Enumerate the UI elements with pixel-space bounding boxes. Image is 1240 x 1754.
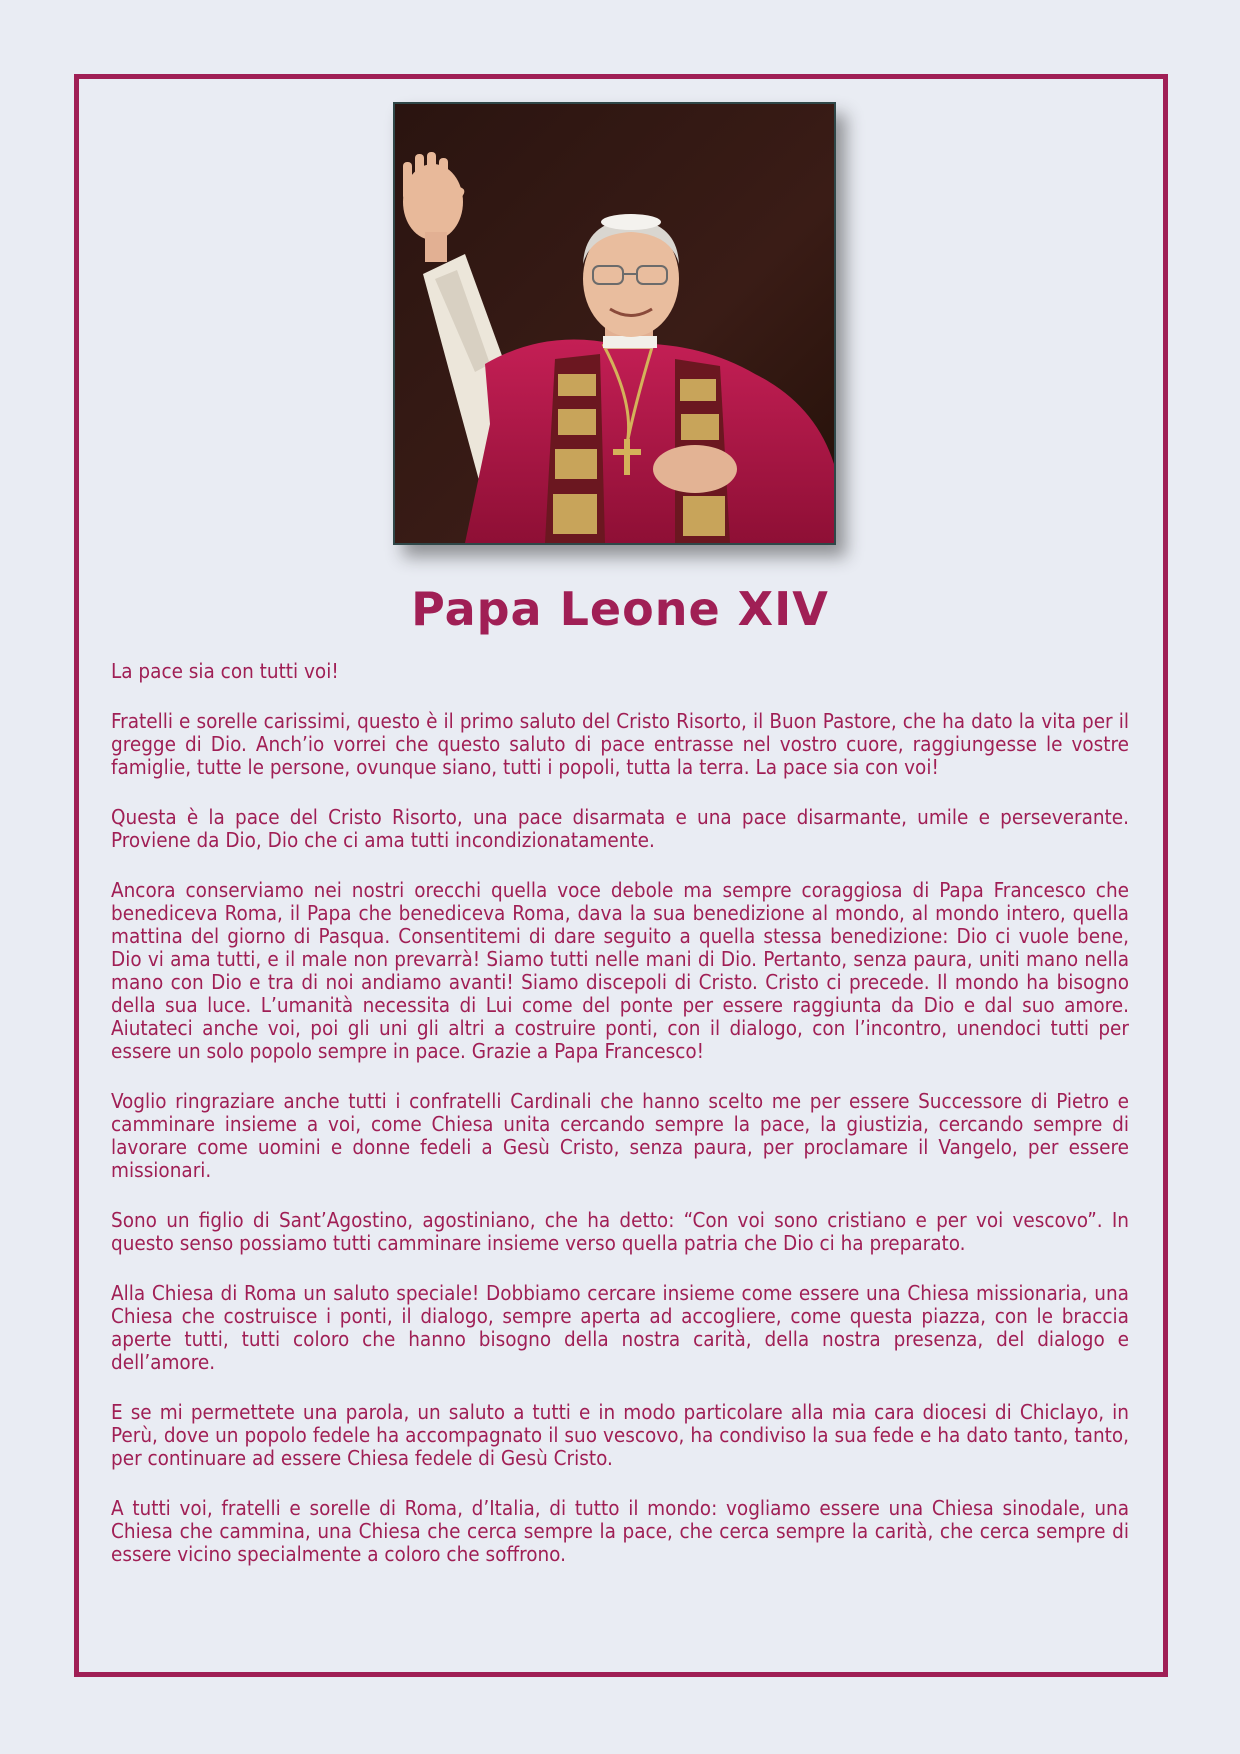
paragraph: Voglio ringraziare anche tutti i confratelli Cardinali che hanno scelto me per essere Successore di Pietro e camminare insieme a voi, come Chiesa unita cercando sempre la pace, la giustizia, cercando sempre di lavorare come uomini e donne fedeli a Gesù Cristo, senza paura, per proclamare il Vangelo, per essere missionari. [111, 1089, 1129, 1182]
speech-text [111, 660, 1129, 1593]
paragraph: Questa è la pace del Cristo Risorto, una pace disarmata e una pace disarmante, umile e perseverante. Proviene da Dio, Dio che ci ama tutti incondizionatamente. [111, 805, 1129, 852]
paragraph: Sono un figlio di Sant’Agostino, agostiniano, che ha detto: “Con voi sono cristiano e per voi vescovo”. In questo senso possiamo tutti camminare insieme verso quella patria che Dio ci ha preparato. [111, 1208, 1129, 1255]
page-title: Papa Leone XIV [411, 582, 829, 636]
paragraph: E se mi permettete una parola, un saluto a tutti e in modo particolare alla mia cara diocesi di Chiclayo, in Perù, dove un popolo fedele ha accompagnato il suo vescovo, ha condiviso la sua fede e ha dato tanto, tanto, per continuare ad essere Chiesa fedele di Gesù Cristo. [111, 1400, 1129, 1470]
paragraph: Alla Chiesa di Roma un saluto speciale! Dobbiamo cercare insieme come essere una Chiesa missionaria, una Chiesa che costruisce i ponti, il dialogo, sempre aperta ad accogliere, come questa piazza, con le braccia aperte tutti, tutti coloro che hanno bisogno della nostra carità, della nostra presenza, del dialogo e dell’amore. [111, 1281, 1129, 1374]
paragraph: La pace sia con tutti voi! [111, 659, 339, 683]
pope-portrait-photo [393, 102, 836, 545]
paragraph: Fratelli e sorelle carissimi, questo è il primo saluto del Cristo Risorto, il Buon Pastore, che ha dato la vita per il gregge di Dio. Anch’io vorrei che questo saluto di pace entrasse nel vostro cuore, raggiungesse le vostre famiglie, tutte le persone, ovunque siano, tutti i popoli, tutta la terra. La pace sia con voi! [111, 709, 1129, 779]
paragraph: A tutti voi, fratelli e sorelle di Roma, d’Italia, di tutto il mondo: vogliamo essere una Chiesa sinodale, una Chiesa che cammina, una Chiesa che cerca sempre la pace, che cerca sempre la carità, che cerca sempre di essere vicino specialmente a coloro che soffrono. [111, 1496, 1129, 1566]
paragraph: Ancora conserviamo nei nostri orecchi quella voce debole ma sempre coraggiosa di Papa Francesco che benediceva Roma, il Papa che benediceva Roma, dava la sua benedizione al mondo, al mondo intero, quella mattina del giorno di Pasqua. Consentitemi di dare seguito a quella stessa benedizione: Dio ci vuole bene, Dio vi ama tutti, e il male non prevarrà! Siamo tutti nelle mani di Dio. Pertanto, senza paura, uniti mano nella mano con Dio e tra di noi andiamo avanti! Siamo discepoli di Cristo. Cristo ci precede. Il mondo ha bisogno della sua luce. L’umanità necessita di Lui come del ponte per essere raggiunta da Dio e dal suo amore. Aiutateci anche voi, poi gli uni gli altri a costruire ponti, con il dialogo, con l’incontro, unendoci tutti per essere un solo popolo sempre in pace. Grazie a Papa Francesco! [111, 878, 1129, 1063]
